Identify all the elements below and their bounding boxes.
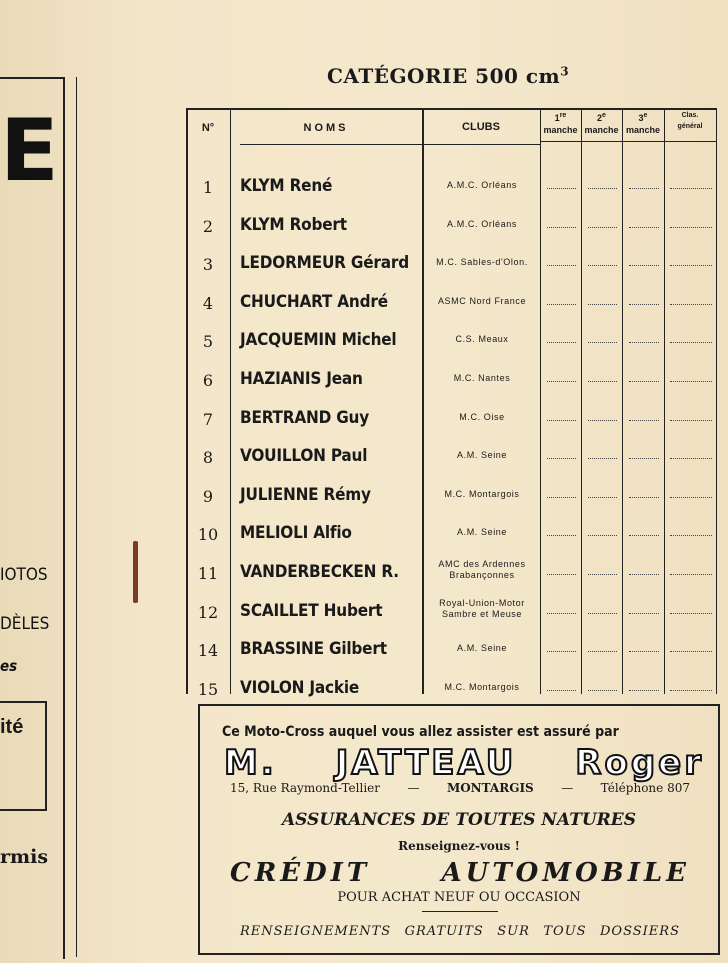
rider-club bbox=[422, 643, 542, 654]
header-manche-1 bbox=[540, 110, 581, 136]
score-blank bbox=[588, 342, 617, 343]
score-blank bbox=[629, 420, 659, 421]
score-blank bbox=[670, 304, 712, 305]
score-blank bbox=[547, 265, 576, 266]
score-blank bbox=[670, 497, 712, 498]
header-noms: NOMS bbox=[303, 122, 349, 134]
score-blank bbox=[629, 574, 659, 575]
advert-credit-word2: AUTOMOBILE bbox=[441, 858, 690, 888]
header-classement bbox=[664, 110, 716, 132]
table-row bbox=[186, 168, 716, 206]
table-row bbox=[186, 631, 716, 669]
score-blank bbox=[629, 342, 659, 343]
header-clubs: CLUBS bbox=[462, 121, 500, 133]
score-blank bbox=[588, 690, 617, 691]
advert-name-last: JATTEAU bbox=[335, 743, 517, 783]
score-blank bbox=[547, 613, 576, 614]
advert-address bbox=[230, 781, 690, 795]
table-row bbox=[186, 515, 716, 553]
advert-dash: — bbox=[407, 781, 420, 795]
score-blank bbox=[629, 227, 659, 228]
table-row bbox=[186, 554, 716, 592]
score-blank bbox=[547, 690, 576, 691]
title-superscript: 3 bbox=[560, 64, 570, 79]
score-blank bbox=[629, 265, 659, 266]
score-blank bbox=[588, 227, 617, 228]
score-blank bbox=[629, 535, 659, 536]
advert-insurance: ASSURANCES DE TOUTES NATURES bbox=[281, 810, 637, 830]
rider-club-line: M.C. Montargois bbox=[444, 488, 520, 499]
table-row bbox=[186, 670, 716, 708]
score-blank bbox=[547, 304, 576, 305]
header-rule bbox=[541, 141, 716, 142]
header-manche-2-num: 2 bbox=[597, 113, 603, 123]
rider-name: JACQUEMIN Michel bbox=[240, 330, 397, 351]
rider-club-line: M.C. Montargois bbox=[444, 681, 520, 692]
header-manche-2 bbox=[581, 110, 622, 136]
rider-number: 8 bbox=[202, 448, 214, 468]
table-right-border bbox=[716, 108, 717, 694]
rider-number: 15 bbox=[197, 679, 219, 699]
title-text: CATÉGORIE 500 cm bbox=[327, 64, 561, 88]
rider-club-line: Brabançonnes bbox=[449, 570, 515, 580]
score-blank bbox=[588, 613, 617, 614]
header-manche-1-label: manche bbox=[543, 125, 578, 135]
header-manche-2-label: manche bbox=[584, 125, 619, 135]
score-blank bbox=[670, 188, 712, 189]
score-blank bbox=[588, 304, 617, 305]
rider-name: MELIOLI Alfio bbox=[240, 523, 352, 544]
rider-club bbox=[422, 598, 542, 620]
rider-club bbox=[422, 450, 542, 461]
rider-number: 10 bbox=[197, 525, 219, 545]
rider-club-line: A.M. Seine bbox=[456, 527, 508, 538]
score-blank bbox=[629, 690, 659, 691]
rider-club bbox=[422, 559, 542, 581]
insurance-advert bbox=[198, 704, 720, 955]
score-blank bbox=[547, 188, 576, 189]
rider-club-line: A.M.C. Orléans bbox=[447, 218, 517, 229]
score-blank bbox=[588, 188, 617, 189]
score-blank bbox=[588, 420, 617, 421]
score-blank bbox=[670, 651, 712, 652]
score-blank bbox=[629, 613, 659, 614]
advert-phone: Téléphone 807 bbox=[600, 781, 690, 795]
left-page-bottom-text: rmis bbox=[0, 846, 49, 868]
score-blank bbox=[670, 420, 712, 421]
score-blank bbox=[629, 651, 659, 652]
score-blank bbox=[547, 535, 576, 536]
rider-club bbox=[422, 334, 542, 345]
rider-club-line: A.M.C. Orléans bbox=[447, 180, 517, 190]
rider-name: VIOLON Jackie bbox=[240, 677, 360, 698]
score-blank bbox=[629, 497, 659, 498]
advert-footer-word: TOUS bbox=[543, 924, 587, 939]
header-clas-line2: général bbox=[677, 123, 703, 130]
advert-footer-word: RENSEIGNEMENTS bbox=[240, 924, 392, 939]
table-row bbox=[186, 284, 716, 322]
advert-city: MONTARGIS bbox=[446, 781, 534, 795]
score-blank bbox=[670, 574, 712, 575]
score-blank bbox=[588, 535, 617, 536]
rider-name: HAZIANIS Jean bbox=[240, 369, 363, 389]
score-blank bbox=[547, 227, 576, 228]
header-manche-2-sup: e bbox=[602, 112, 606, 119]
score-blank bbox=[670, 613, 712, 614]
rider-number: 11 bbox=[197, 564, 219, 583]
rider-number: 1 bbox=[202, 178, 214, 197]
rider-number: 12 bbox=[197, 602, 219, 622]
rider-name: JULIENNE Rémy bbox=[240, 484, 371, 505]
rider-club-line: ASMC Nord France bbox=[437, 295, 527, 306]
score-blank bbox=[629, 304, 659, 305]
score-blank bbox=[670, 265, 712, 266]
rider-club bbox=[422, 180, 542, 191]
rider-number: 5 bbox=[202, 332, 214, 352]
advert-name-first: Roger bbox=[575, 743, 704, 783]
rider-number: 9 bbox=[202, 486, 214, 506]
advert-credit-word1: CRÉDIT bbox=[230, 858, 371, 888]
results-table bbox=[186, 108, 718, 699]
rider-club-line: Sambre et Meuse bbox=[441, 608, 523, 619]
rider-club-line: C.S. Meaux bbox=[455, 334, 509, 345]
score-blank bbox=[547, 381, 576, 382]
page-title bbox=[327, 64, 569, 88]
advert-footer-word: SUR bbox=[497, 924, 530, 939]
table-row bbox=[186, 477, 716, 515]
rider-club-line: M.C. Nantes bbox=[453, 373, 511, 383]
table-row bbox=[186, 361, 716, 399]
header-manche-3-label: manche bbox=[625, 125, 660, 135]
score-blank bbox=[670, 381, 712, 382]
staple bbox=[133, 541, 138, 603]
left-page-box-text: ité bbox=[0, 716, 24, 738]
rider-club-line: Royal-Union-Motor bbox=[439, 597, 525, 608]
rider-number: 14 bbox=[197, 641, 219, 661]
advert-ask: Renseignez-vous ! bbox=[398, 839, 520, 853]
score-blank bbox=[629, 188, 659, 189]
score-blank bbox=[670, 690, 712, 691]
rider-club-line: A.M. Seine bbox=[456, 643, 508, 654]
rider-name: BERTRAND Guy bbox=[240, 407, 370, 428]
rider-name: SCAILLET Hubert bbox=[240, 600, 383, 621]
advert-intro: Ce Moto-Cross auquel vous allez assister est assuré par bbox=[222, 724, 619, 740]
rider-name: KLYM René bbox=[240, 176, 333, 196]
rider-name: VANDERBECKEN R. bbox=[240, 562, 399, 582]
header-clas-line1: Clas. bbox=[681, 112, 699, 119]
header-manche-3 bbox=[622, 110, 664, 136]
rider-name: CHUCHART André bbox=[240, 291, 388, 312]
table-row bbox=[186, 593, 716, 631]
rider-club-line: AMC des Ardennes bbox=[438, 559, 526, 569]
header-manche-1-sup: re bbox=[559, 112, 567, 119]
rider-number: 3 bbox=[202, 255, 214, 275]
score-blank bbox=[547, 497, 576, 498]
advert-name-m: M. bbox=[224, 743, 277, 783]
advert-agent-name bbox=[224, 743, 704, 783]
rider-number: 4 bbox=[202, 293, 214, 313]
rider-number: 2 bbox=[202, 216, 214, 236]
rider-name: KLYM Robert bbox=[240, 214, 347, 235]
header-manche-3-num: 3 bbox=[638, 113, 644, 123]
header-manche-1-num: 1 bbox=[554, 113, 560, 123]
rider-club bbox=[422, 527, 542, 538]
rider-name: LEDORMEUR Gérard bbox=[240, 253, 409, 274]
score-blank bbox=[588, 265, 617, 266]
score-blank bbox=[670, 535, 712, 536]
score-blank bbox=[670, 458, 712, 459]
score-blank bbox=[629, 381, 659, 382]
score-blank bbox=[588, 574, 617, 575]
rider-club-line: A.M. Seine bbox=[456, 450, 508, 461]
header-rule bbox=[240, 144, 422, 145]
left-page-line: es bbox=[0, 657, 18, 675]
advert-purchase: POUR ACHAT NEUF OU OCCASION bbox=[337, 890, 581, 905]
rider-club bbox=[422, 257, 542, 268]
rider-club bbox=[422, 489, 542, 500]
table-row bbox=[186, 207, 716, 245]
score-blank bbox=[547, 651, 576, 652]
header-manche-3-sup: e bbox=[643, 112, 648, 119]
score-blank bbox=[588, 497, 617, 498]
rider-club bbox=[422, 296, 542, 307]
score-blank bbox=[588, 651, 617, 652]
advert-rule bbox=[422, 911, 498, 912]
advert-footer-word: GRATUITS bbox=[404, 924, 484, 939]
score-blank bbox=[588, 458, 617, 459]
score-blank bbox=[547, 458, 576, 459]
score-blank bbox=[547, 420, 576, 421]
rider-club bbox=[422, 373, 542, 384]
score-blank bbox=[588, 381, 617, 382]
score-blank bbox=[547, 342, 576, 343]
left-page-line: DÈLES bbox=[0, 614, 50, 634]
table-row bbox=[186, 245, 716, 283]
score-blank bbox=[670, 227, 712, 228]
rider-number: 7 bbox=[202, 409, 214, 429]
advert-credit bbox=[230, 858, 690, 888]
header-num: N° bbox=[201, 122, 215, 134]
rider-club bbox=[422, 682, 542, 693]
rider-club-line: M.C. Sables-d'Olon. bbox=[436, 257, 528, 268]
score-blank bbox=[670, 342, 712, 343]
rider-club bbox=[422, 219, 542, 230]
table-row bbox=[186, 400, 716, 438]
left-page-line: IOTOS bbox=[0, 565, 48, 585]
advert-dash: — bbox=[561, 781, 574, 795]
table-row bbox=[186, 322, 716, 360]
table-row bbox=[186, 438, 716, 476]
left-page-edge bbox=[0, 77, 77, 957]
rider-club bbox=[422, 412, 542, 423]
rider-club-line: M.C. Oise bbox=[459, 411, 505, 422]
rider-name: VOUILLON Paul bbox=[240, 446, 368, 467]
rider-number: 6 bbox=[202, 371, 214, 390]
advert-footer-word: DOSSIERS bbox=[600, 924, 680, 939]
rider-name: BRASSINE Gilbert bbox=[240, 639, 387, 660]
left-page-big-letter: E bbox=[0, 101, 53, 201]
score-blank bbox=[629, 458, 659, 459]
score-blank bbox=[547, 574, 576, 575]
header-rule bbox=[423, 144, 540, 145]
advert-street: 15, Rue Raymond-Tellier bbox=[230, 781, 380, 795]
advert-footer bbox=[240, 924, 680, 939]
